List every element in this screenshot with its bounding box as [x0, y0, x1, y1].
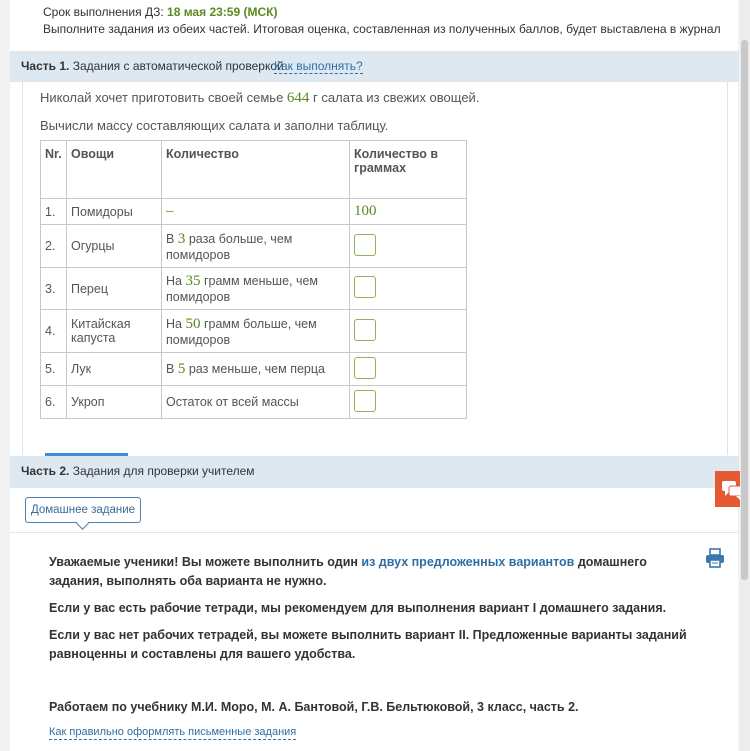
help-link[interactable]: Как выполнять?	[274, 59, 363, 73]
homework-tab-button[interactable]: Домашнее задание	[25, 497, 141, 523]
header-instruction: Выполните задания из обеих частей. Итоговая оценка, составленная из полученных баллов, будет выставлена в журнал	[43, 22, 721, 36]
part2-label: Часть 2.	[21, 464, 70, 478]
answer-input-dill[interactable]	[354, 390, 376, 412]
task-instruction: Вычисли массу составляющих салата и заполни таблицу.	[40, 118, 389, 133]
answer-input-onion[interactable]	[354, 357, 376, 379]
formatting-guide-link[interactable]: Как правильно оформлять письменные задания	[49, 726, 297, 738]
print-icon[interactable]	[704, 547, 726, 569]
vegetable-table	[40, 140, 467, 419]
variants-link[interactable]: из двух предложенных вариантов	[361, 555, 575, 569]
deadline-label: Срок выполнения ДЗ:	[43, 5, 164, 19]
col-nr: Nr.	[41, 141, 67, 199]
deadline-line	[43, 4, 721, 21]
homework-paragraph-3: Если у вас нет рабочих тетрадей, вы можете выполнить вариант II. Предложенные варианты заданий равноценны и составлены для вашего удобства.	[49, 628, 687, 661]
table-row: 3. Перец На 35 грамм меньше, чем помидоров	[41, 268, 467, 310]
col-quantity: Количество	[162, 141, 350, 199]
table-row: 2. Огурцы В 3 раза больше, чем помидоров	[41, 225, 467, 268]
deadline-timezone: (МСК)	[243, 5, 278, 19]
answer-input-pepper[interactable]	[354, 276, 376, 298]
divider	[10, 532, 739, 533]
part1-label: Часть 1.	[21, 59, 70, 73]
part1-title: Задания с автоматической проверкой	[72, 59, 284, 73]
part1-header	[10, 51, 739, 82]
homework-paragraph-1: Уважаемые ученики! Вы можете выполнить один из двух предложенных вариантов домашнего задания, выполнять оба варианта не нужно.	[49, 555, 647, 588]
col-grams: Количество в граммах	[350, 141, 467, 199]
table-row: 1. Помидоры – 100	[41, 199, 467, 225]
table-header-row	[41, 141, 467, 199]
table-row: 5. Лук В 5 раз меньше, чем перца	[41, 353, 467, 386]
salad-mass: 644	[286, 90, 310, 106]
part2-title: Задания для проверки учителем	[72, 464, 255, 478]
homework-paragraph-4: Работаем по учебнику М.И. Моро, М. А. Бантовой, Г.В. Бельтюковой, 3 класс, часть 2.	[49, 700, 579, 714]
answer-input-cucumbers[interactable]	[354, 234, 376, 256]
task-intro: Николай хочет приготовить своей семье 644 г салата из свежих овощей.	[40, 90, 480, 106]
answer-input-cabbage[interactable]	[354, 319, 376, 341]
table-row: 4. Китайская капуста На 50 грамм больше, чем помидоров	[41, 310, 467, 353]
col-vegetable: Овощи	[67, 141, 162, 199]
part2-header	[10, 456, 739, 488]
tomato-grams: 100	[354, 203, 377, 219]
deadline-value: 18 мая 23:59	[167, 5, 241, 19]
homework-paragraph-2: Если у вас есть рабочие тетради, мы рекомендуем для выполнения вариант I домашнего задания.	[49, 601, 667, 615]
scrollbar-thumb[interactable]	[741, 40, 748, 580]
header	[43, 4, 721, 38]
table-row: 6. Укроп Остаток от всей массы	[41, 386, 467, 419]
